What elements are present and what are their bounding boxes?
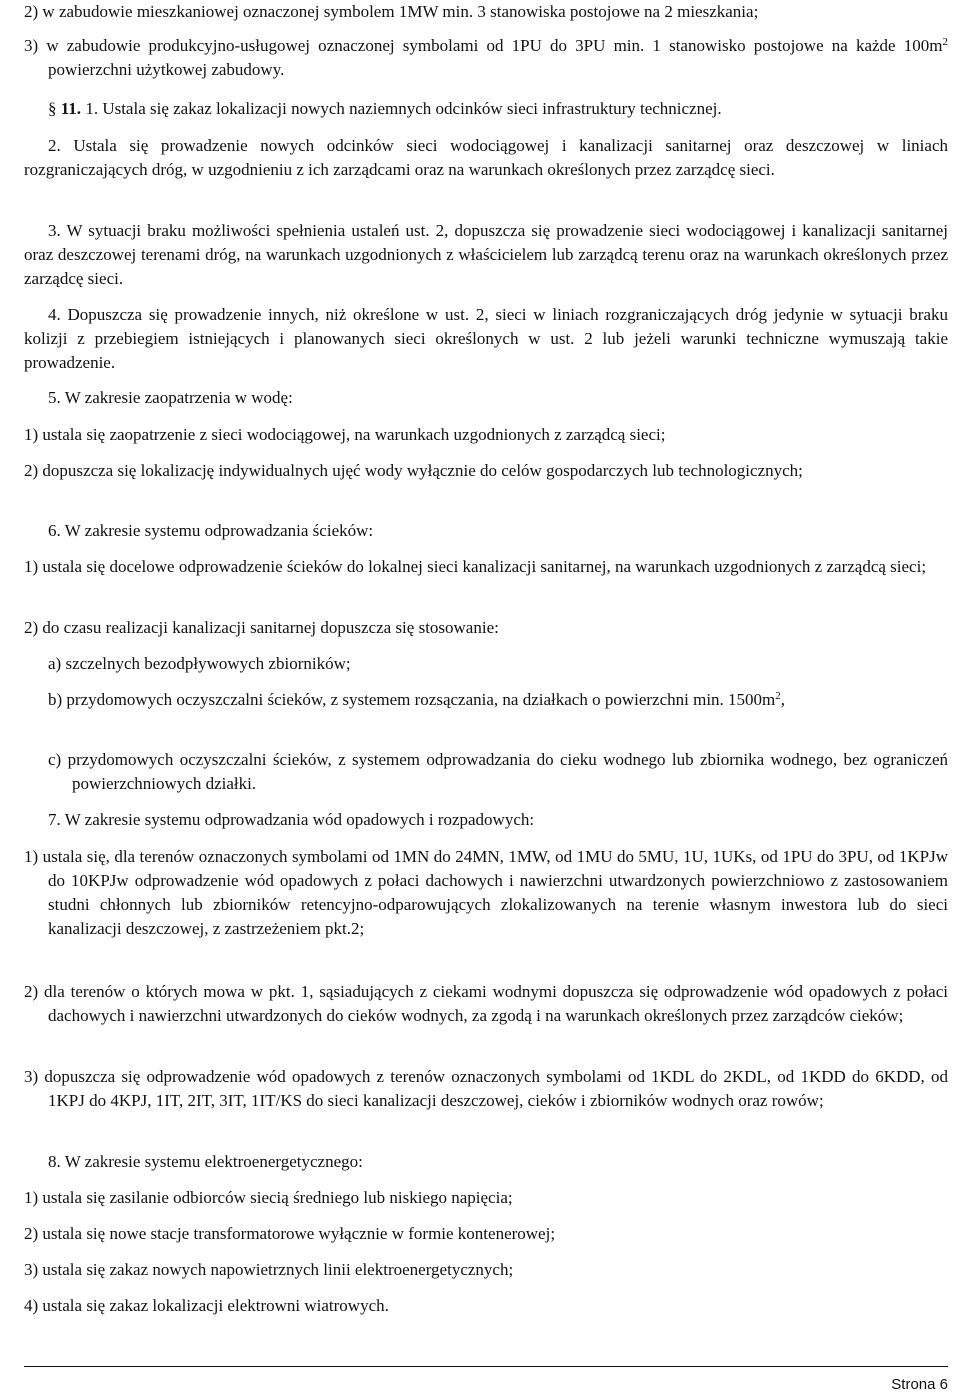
paragraph-3-pu-text: 3) w zabudowie produkcyjno-usługowej oznaczonej symbolami od 1PU do 3PU min. 1 stanowisko postojowe na każde 100m <box>24 36 943 55</box>
section-11-point-1: § 11. 1. Ustala się zakaz lokalizacji nowych naziemnych odcinków sieci infrastruktury technicznej. <box>48 99 722 118</box>
point-7-item-2: 2) dla terenów o których mowa w pkt. 1, sąsiadujących z ciekami wodnymi dopuszcza się odprowadzenie wód opadowych z połaci dachowych i nawierzchni utwardzonych do cieków wodnych, za zgodą i na warunkach określonych przez zarządców cieków; <box>24 982 948 1025</box>
point-8-item-3: 3) ustala się zakaz nowych napowietrznych linii elektroenergetycznych; <box>24 1260 514 1279</box>
section-11-point-2: 2. Ustala się prowadzenie nowych odcinków sieci wodociągowej i kanalizacji sanitarnej oraz deszczowej w liniach rozgraniczających dróg, w uzgodnieniu z ich zarządcami oraz na warunkach określonych przez zarządcę sieci. <box>24 136 948 179</box>
point-8-item-4: 4) ustala się zakaz lokalizacji elektrowni wiatrowych. <box>24 1296 389 1315</box>
point-5-item-1: 1) ustala się zaopatrzenie z sieci wodociągowej, na warunkach uzgodnionych z zarządcą sieci; <box>24 425 666 444</box>
point-6-item-2b <box>24 688 948 712</box>
point-6-item-1: 1) ustala się docelowe odprowadzenie ścieków do lokalnej sieci kanalizacji sanitarnej, na warunkach uzgodnionych z zarządcą sieci; <box>24 557 927 576</box>
superscript-2: 2 <box>775 690 781 702</box>
paragraph-3-pu-tail: powierzchni użytkowej zabudowy. <box>48 60 285 79</box>
section-11-point-4: 4. Dopuszcza się prowadzenie innych, niż określone w ust. 2, sieci w liniach rozgraniczających dróg jedynie w sytuacji braku kolizji z przebiegiem istniejących i planowanych sieci określonych w ust. 2 lub jeżeli warunki techniczne wymuszają takie prowadzenie. <box>24 305 948 372</box>
section-number: 11. <box>60 99 82 118</box>
point-6-item-2: 2) do czasu realizacji kanalizacji sanitarnej dopuszcza się stosowanie: <box>24 618 499 637</box>
point-6-item-2b-text: b) przydomowych oczyszczalni ścieków, z systemem rozsączania, na działkach o powierzchni min. 1500m <box>48 690 776 709</box>
section-11-point-3: 3. W sytuacji braku możliwości spełnienia ustaleń ust. 2, dopuszcza się prowadzenie sieci wodociągowej i kanalizacji sanitarnej oraz deszczowej terenami dróg, na warunkach uzgodnionych z właścicielem lub zarządcą terenu oraz na warunkach określonych przez zarządcę sieci. <box>24 221 948 288</box>
point-8-item-2: 2) ustala się nowe stacje transformatorowe wyłącznie w formie kontenerowej; <box>24 1224 556 1243</box>
paragraph-2-mw: 2) w zabudowie mieszkaniowej oznaczonej symbolem 1MW min. 3 stanowiska postojowe na 2 mieszkania; <box>24 2 759 21</box>
section-11-point-7: 7. W zakresie systemu odprowadzania wód opadowych i rozpadowych: <box>48 810 535 829</box>
point-7-item-1: 1) ustala się, dla terenów oznaczonych symbolami od 1MN do 24MN, 1MW, od 1MU do 5MU, 1U, 1UKs, od 1PU do 3PU, od 1KPJw do 10KPJw odprowadzenie wód opadowych z połaci dachowych i nawierzchni utwardzonych powierzchniowo z zastosowaniem studni chłonnych lub zbiorników retencyjno-odparowujących zlokalizowanych na terenie własnym inwestora lub do sieci kanalizacji deszczowej, z zastrzeżeniem pkt.2; <box>24 847 948 938</box>
section-11-point-6: 6. W zakresie systemu odprowadzania ścieków: <box>48 521 374 540</box>
point-6-item-2a: a) szczelnych bezodpływowych zbiorników; <box>48 654 351 673</box>
section-11-point-5: 5. W zakresie zaopatrzenia w wodę: <box>48 388 293 407</box>
section-11-point-8: 8. W zakresie systemu elektroenergetycznego: <box>48 1152 363 1171</box>
point-6-item-2b-tail: , <box>780 690 786 709</box>
footer-divider <box>24 1366 948 1367</box>
point-8-item-1: 1) ustala się zasilanie odbiorców siecią średniego lub niskiego napięcia; <box>24 1188 513 1207</box>
section-11-point-1-text: 1. Ustala się zakaz lokalizacji nowych naziemnych odcinków sieci infrastruktury technicznej. <box>81 99 722 118</box>
superscript-2: 2 <box>942 36 948 48</box>
point-6-item-2c: c) przydomowych oczyszczalni ścieków, z systemem odprowadzania do cieku wodnego lub zbiornika wodnego, bez ograniczeń powierzchniowych działki. <box>48 750 948 793</box>
point-7-item-3: 3) dopuszcza się odprowadzenie wód opadowych z terenów oznaczonych symbolami od 1KDL do 2KDL, od 1KDD do 6KDD, od 1KPJ do 4KPJ, 1IT, 2IT, 3IT, 1IT/KS do sieci kanalizacji deszczowej, cieków i zbiorników wodnych oraz rowów; <box>24 1067 948 1110</box>
page-number: Strona 6 <box>891 1376 948 1393</box>
paragraph-3-pu <box>24 34 948 82</box>
point-5-item-2: 2) dopuszcza się lokalizację indywidualnych ujęć wody wyłącznie do celów gospodarczych lub technologicznych; <box>24 461 803 480</box>
